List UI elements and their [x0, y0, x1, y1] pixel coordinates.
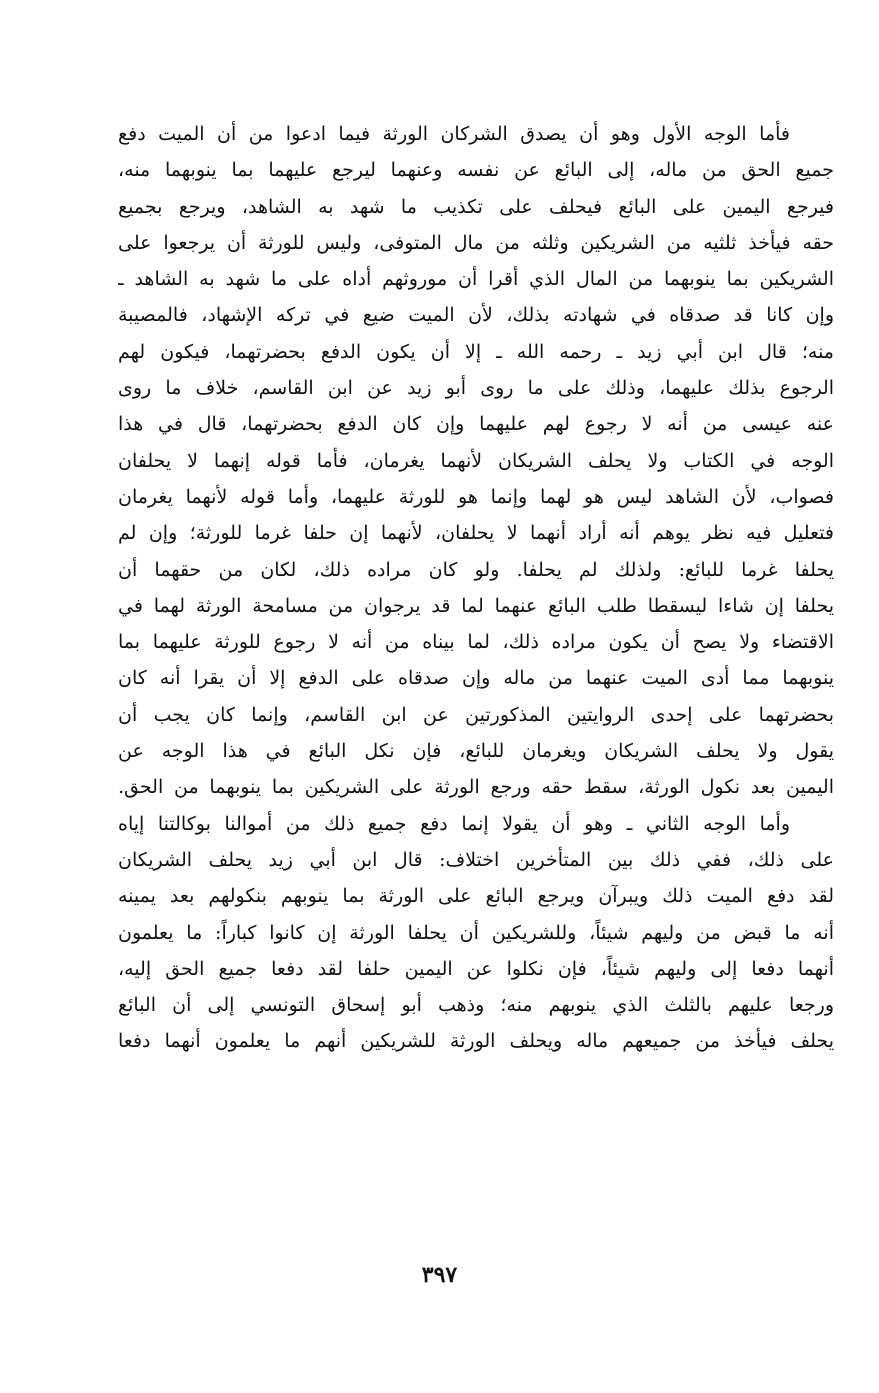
paragraph-first-case: [118, 116, 834, 806]
page-number: ٣٩٧: [421, 1262, 458, 1288]
text-line: يحلفا إن شاءا ليسقطا طلب البائع عنهما لما قد يرجوان من مسامحة الورثة لهما في: [118, 594, 834, 617]
text-line: حقه فيأخذ ثلثيه من الشريكين وثلثه من مال المتوفى، وليس للورثة أن يرجعوا على: [118, 231, 834, 254]
text-line: يحلفا غرما للبائع: ولذلك لم يحلفا. ولو كان مراده ذلك، لكان من حقهما أن: [118, 558, 834, 581]
text-line: أنهما دفعا إلى وليهم شيئاً، فإن نكلوا عن اليمين حلفا لقد دفعا جميع الحق إليه،: [118, 957, 834, 980]
text-line: بحضرتهما على إحدى الروايتين المذكورتين عن ابن القاسم، وإنما كان يجب أن: [118, 703, 834, 726]
text-line: الرجوع بذلك عليهما، وذلك على ما روى أبو زيد عن ابن القاسم، خلاف ما روى: [118, 377, 834, 400]
text-line: الشريكين بما ينوبهما من المال الذي أقرا أن موروثهم أداه على ما شهد به الشاهد ـ: [118, 268, 834, 291]
text-line: منه؛ قال ابن أبي زيد ـ رحمه الله ـ إلا أن يكون الدفع بحضرتهما، فيكون لهم: [118, 340, 834, 363]
text-line: يحلف فيأخذ من جميعهم ماله ويحلف الورثة للشريكين أنهم ما يعلمون أنهما دفعا: [118, 1030, 834, 1053]
text-line: فتعليل فيه نظر يوهم أنه أراد أنهما لا يحلفان، لأنهما إن حلفا غرما للورثة؛ وإن لم: [118, 522, 834, 545]
text-line: جميع الحق من ماله، إلى البائع عن نفسه وعنهما ليرجع عليهما بما ينوبهما منه،: [118, 159, 834, 182]
text-line: ورجعا عليهم بالثلث الذي ينوبهم منه؛ وذهب أبو إسحاق التونسي إلى أن البائع: [118, 994, 834, 1017]
text-line: وأما الوجه الثاني ـ وهو أن يقولا إنما دفع جميع ذلك من أموالنا بوكالتنا إياه: [118, 812, 790, 835]
text-line: فصواب، لأن الشاهد ليس هو لهما وإنما هو للورثة عليهما، وأما قوله لأنهما يغرمان: [118, 485, 834, 508]
text-line: وإن كانا قد صدقاه في شهادته بذلك، لأن الميت ضيع في تركه الإشهاد، فالمصيبة: [118, 304, 834, 327]
text-line: الاقتضاء ولا يصح أن يكون مراده ذلك، لما بيناه من أنه لا رجوع للورثة عليهما بما: [118, 631, 834, 654]
text-line: ينوبهما مما أدى الميت عنهما من ماله وإن صدقاه على الدفع إلا أن يقرا أنه كان: [118, 667, 834, 690]
text-line: أنه ما قبض من وليهم شيئاً، وللشريكين أن يحلفا الورثة إن كانوا كباراً: ما يعلمون: [118, 921, 834, 944]
text-line: فيرجع اليمين على البائع فيحلف على تكذيب ما شهد به الشاهد، ويرجع بجميع: [118, 195, 834, 218]
text-line: على ذلك، ففي ذلك بين المتأخرين اختلاف: قال ابن أبي زيد يحلف الشريكان: [118, 848, 834, 871]
text-line: عنه عيسى من أنه لا رجوع لهم عليهما وإن كان الدفع بحضرتهما، قال في هذا: [118, 413, 834, 436]
text-line: لقد دفع الميت ذلك ويبرآن ويرجع البائع على الورثة بما ينوبهم بنكولهم بعد يمينه: [118, 885, 834, 908]
text-line: اليمين بعد نكول الورثة، سقط حقه ورجع الورثة على الشريكين بما ينوبهما من الحق.: [118, 776, 834, 799]
text-line: يقول ولا يحلف الشريكان ويغرمان للبائع، فإن نكل البائع في هذا الوجه عن: [118, 740, 834, 763]
text-line: الوجه في الكتاب ولا يحلف الشريكان لأنهما يغرمان، فأما قوله إنهما لا يحلفان: [118, 449, 834, 472]
text-line: فأما الوجه الأول وهو أن يصدق الشركان الورثة فيما ادعوا من أن الميت دفع: [118, 123, 790, 145]
paragraph-second-case: [118, 806, 834, 1060]
page-body-text: [118, 116, 834, 1060]
